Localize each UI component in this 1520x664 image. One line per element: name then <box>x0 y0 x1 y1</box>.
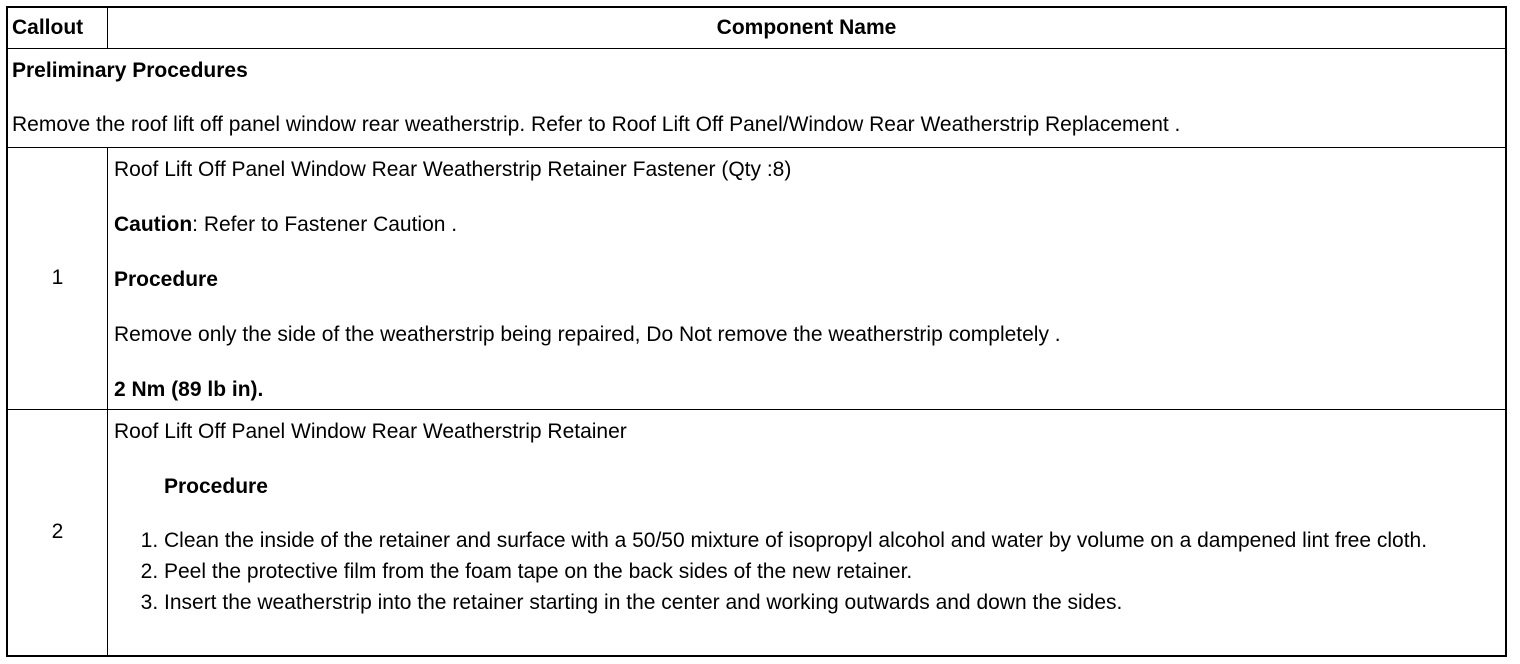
procedure-steps <box>114 529 1499 615</box>
preliminary-title: Preliminary Procedures <box>12 59 248 83</box>
header-callout: Callout <box>7 7 108 49</box>
header-component-name: Component Name <box>108 7 1507 49</box>
torque-spec: 2 Nm (89 lb in). <box>114 377 264 401</box>
caution-text: : Refer to Fastener Caution . <box>192 212 458 236</box>
callout-number: 2 <box>7 409 108 656</box>
procedure-note: Remove only the side of the weatherstrip being repaired, Do Not remove the weatherstrip completely . <box>114 322 1061 346</box>
procedure-step: 2. Peel the protective film from the foam tape on the back sides of the new retainer. <box>164 560 1499 584</box>
procedure-heading: Procedure <box>114 267 218 291</box>
table-row <box>7 409 1506 656</box>
procedure-table <box>6 6 1507 657</box>
table-row <box>7 147 1506 409</box>
caution-line <box>114 213 1499 237</box>
caution-label: Caution <box>114 212 193 236</box>
procedure-heading: Procedure <box>164 474 268 498</box>
procedure-step: 3. Insert the weatherstrip into the retainer starting in the center and working outwards and down the sides. <box>164 591 1499 615</box>
component-title: Roof Lift Off Panel Window Rear Weatherstrip Retainer <box>114 419 627 443</box>
component-cell <box>108 147 1507 409</box>
component-cell <box>108 409 1507 656</box>
component-title: Roof Lift Off Panel Window Rear Weatherstrip Retainer Fastener (Qty :8) <box>114 157 792 181</box>
procedure-step: 1. Clean the inside of the retainer and surface with a 50/50 mixture of isopropyl alcohol and water by volume on a dampened lint free cloth. <box>164 529 1499 553</box>
preliminary-text: Remove the roof lift off panel window rear weatherstrip. Refer to Roof Lift Off Panel/Window Rear Weatherstrip Replacement . <box>12 113 1181 137</box>
callout-number: 1 <box>7 147 108 409</box>
table-header-row <box>7 7 1506 49</box>
preliminary-row <box>7 49 1506 147</box>
preliminary-cell <box>7 49 1506 147</box>
